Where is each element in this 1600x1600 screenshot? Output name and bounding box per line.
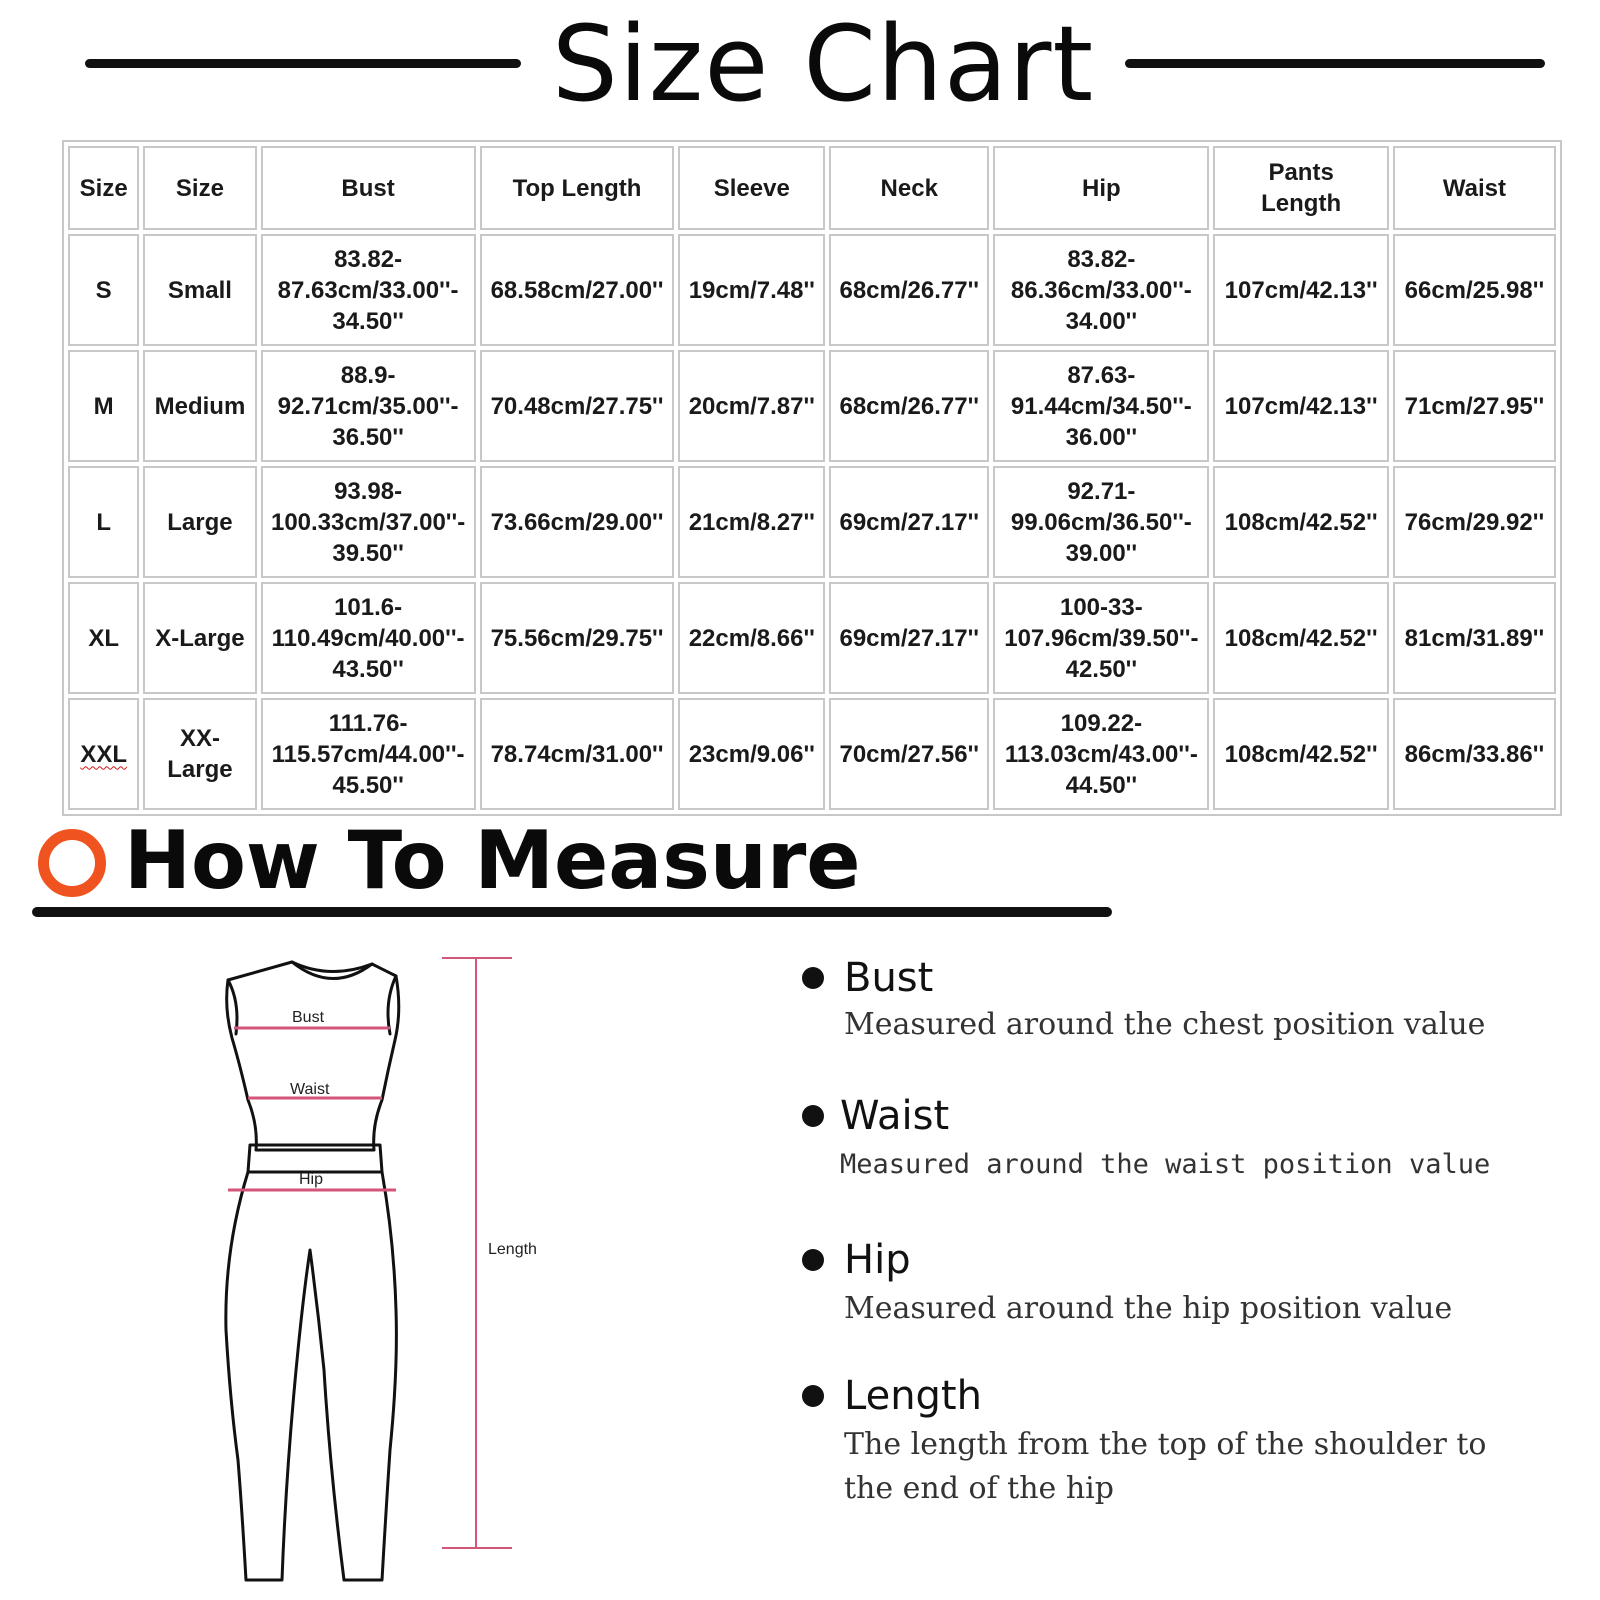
title-rule-right: [1125, 59, 1545, 68]
hip-label: Hip: [299, 1171, 324, 1188]
table-cell: XX- Large: [143, 698, 256, 810]
table-cell: Small: [143, 234, 256, 346]
header-cell: Top Length: [480, 146, 675, 230]
table-cell: 68.58cm/27.00'': [480, 234, 675, 346]
table-cell: 20cm/7.87'': [678, 350, 825, 462]
table-cell: 66cm/25.98'': [1393, 234, 1556, 346]
table-row: [68, 350, 1556, 462]
table-cell: Large: [143, 466, 256, 578]
table-cell: 109.22- 113.03cm/43.00''- 44.50'': [993, 698, 1209, 810]
table-cell: 101.6- 110.49cm/40.00''- 43.50'': [261, 582, 476, 694]
table-cell: 78.74cm/31.00'': [480, 698, 675, 810]
size-chart-table: [62, 140, 1562, 816]
table-row: [68, 466, 1556, 578]
table-cell: 107cm/42.13'': [1213, 234, 1388, 346]
table-cell: 100-33- 107.96cm/39.50''- 42.50'': [993, 582, 1209, 694]
table-cell: 73.66cm/29.00'': [480, 466, 675, 578]
size-code-text: XXL: [80, 740, 128, 768]
waist-label: Waist: [290, 1081, 330, 1098]
table-row: [68, 698, 1556, 810]
table-cell: 76cm/29.92'': [1393, 466, 1556, 578]
definition-title: Length: [844, 1373, 982, 1419]
table-cell: 87.63- 91.44cm/34.50''- 36.00'': [993, 350, 1209, 462]
definition-title: Bust: [844, 955, 934, 1001]
bust-label: Bust: [292, 1009, 325, 1026]
table-cell: 88.9- 92.71cm/35.00''- 36.50'': [261, 350, 476, 462]
page-title: Size Chart: [551, 3, 1095, 125]
garment-outline: [226, 962, 399, 1580]
table-cell: L: [68, 466, 139, 578]
table-cell: 81cm/31.89'': [1393, 582, 1556, 694]
definition-text: Measured around the waist position value: [840, 1149, 1491, 1180]
table-cell: Medium: [143, 350, 256, 462]
table-cell: X-Large: [143, 582, 256, 694]
table-cell: 23cm/9.06'': [678, 698, 825, 810]
table-cell: 68cm/26.77'': [829, 234, 989, 346]
header-cell: Bust: [261, 146, 476, 230]
table-row: [68, 582, 1556, 694]
bullet-icon: [802, 1249, 824, 1271]
table-cell: 69cm/27.17'': [829, 466, 989, 578]
header-cell: Waist: [1393, 146, 1556, 230]
header-cell: Neck: [829, 146, 989, 230]
table-cell: 69cm/27.17'': [829, 582, 989, 694]
section-title: How To Measure: [124, 814, 861, 907]
bullet-icon: [802, 967, 824, 989]
table-header-row: [68, 146, 1556, 230]
table-cell: 70.48cm/27.75'': [480, 350, 675, 462]
bullet-icon: [802, 1105, 824, 1127]
section-underline: [32, 907, 1112, 917]
table-cell: 107cm/42.13'': [1213, 350, 1388, 462]
table-cell: 19cm/7.48'': [678, 234, 825, 346]
orange-ring-icon: [38, 829, 106, 897]
definition-title: Waist: [840, 1093, 950, 1139]
measure-lines: [228, 958, 512, 1548]
table-cell: 108cm/42.52'': [1213, 698, 1388, 810]
table-cell: S: [68, 234, 139, 346]
table-cell: 83.82- 86.36cm/33.00''- 34.00'': [993, 234, 1209, 346]
table-cell: 93.98- 100.33cm/37.00''- 39.50'': [261, 466, 476, 578]
header-cell: Size: [68, 146, 139, 230]
table-row: [68, 234, 1556, 346]
table-cell: 71cm/27.95'': [1393, 350, 1556, 462]
header-cell: Size: [143, 146, 256, 230]
table-cell: 83.82- 87.63cm/33.00''- 34.50'': [261, 234, 476, 346]
table-cell: 86cm/33.86'': [1393, 698, 1556, 810]
jumpsuit-diagram: [200, 950, 600, 1600]
header-cell: Hip: [993, 146, 1209, 230]
length-label: Length: [488, 1241, 537, 1258]
bullet-icon: [802, 1385, 824, 1407]
table-cell: 75.56cm/29.75'': [480, 582, 675, 694]
definition-text: Measured around the chest position value: [844, 1007, 1486, 1042]
table-cell: 108cm/42.52'': [1213, 582, 1388, 694]
table-cell: 92.71- 99.06cm/36.50''- 39.00'': [993, 466, 1209, 578]
table-cell: 22cm/8.66'': [678, 582, 825, 694]
definition-text: Measured around the hip position value: [844, 1291, 1453, 1326]
header-cell: Pants Length: [1213, 146, 1388, 230]
table-cell: 111.76- 115.57cm/44.00''- 45.50'': [261, 698, 476, 810]
header-cell: Sleeve: [678, 146, 825, 230]
title-banner: [0, 0, 1600, 130]
table-cell: 70cm/27.56'': [829, 698, 989, 810]
table-cell: 21cm/8.27'': [678, 466, 825, 578]
table-cell: 108cm/42.52'': [1213, 466, 1388, 578]
table-cell: M: [68, 350, 139, 462]
definition-text: The length from the top of the shoulder to the end of the hip: [844, 1427, 1487, 1506]
title-rule-left: [85, 59, 521, 68]
table-cell: [68, 698, 139, 810]
how-to-measure-header: [32, 815, 1112, 920]
table-cell: 68cm/26.77'': [829, 350, 989, 462]
definition-title: Hip: [844, 1237, 911, 1283]
table-cell: XL: [68, 582, 139, 694]
